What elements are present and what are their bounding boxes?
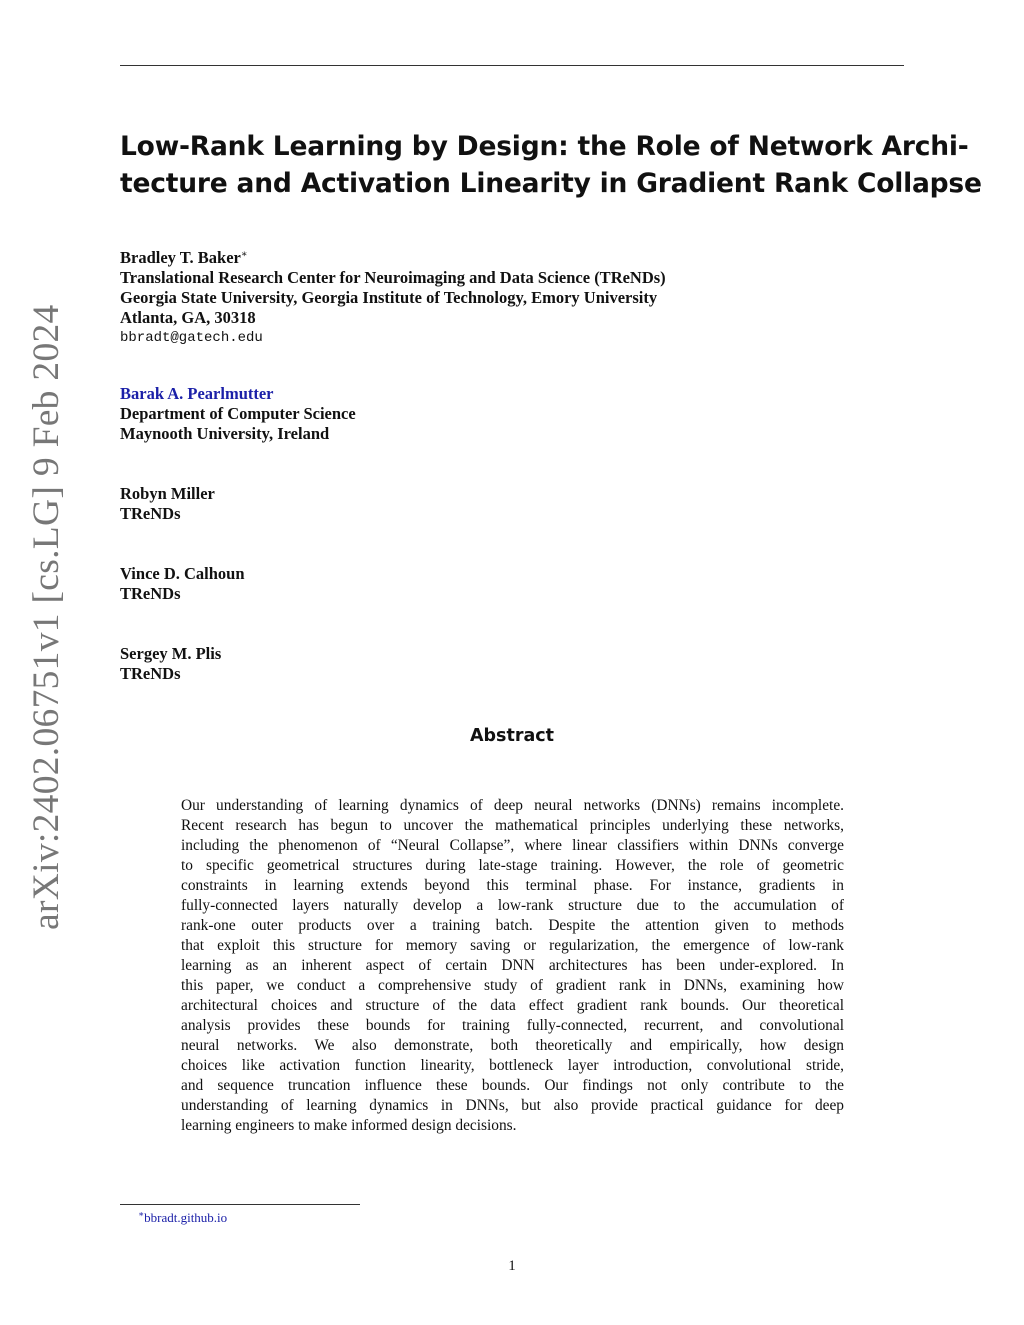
affiliation-line: TReNDs [120, 584, 181, 603]
affiliation-line: TReNDs [120, 664, 181, 683]
footnote-rule [120, 1204, 360, 1205]
author-calhoun [120, 564, 245, 604]
abstract-body [181, 796, 844, 1136]
abstract-line: analysis provides these bounds for training fully-connected, recurrent, and convolutional [181, 1017, 844, 1034]
author-email[interactable]: bbradt@gatech.edu [120, 330, 263, 346]
affiliation-line: Atlanta, GA, 30318 [120, 308, 256, 327]
page-number: 1 [508, 1258, 516, 1274]
author-baker [120, 245, 666, 348]
abstract-line: including the phenomenon of “Neural Collapse”, where linear classifiers within DNNs converge [181, 837, 844, 854]
footnote-link[interactable]: bbradt.github.io [144, 1210, 228, 1225]
abstract-line: fully-connected layers naturally develop a low-rank structure due to the accumulation of [181, 897, 844, 914]
abstract-line: this paper, we conduct a comprehensive study of gradient rank in DNNs, examining how [181, 977, 844, 994]
abstract-line: rank-one outer products over a training batch. Despite the attention given to methods [181, 917, 844, 934]
arxiv-identifier-stamp[interactable]: arXiv:2402.06751v1 [cs.LG] 9 Feb 2024 [26, 304, 67, 930]
abstract-line: learning engineers to make informed design decisions. [181, 1117, 517, 1134]
abstract-line: learning as an inherent aspect of certain DNN architectures has been under-explored. In [181, 957, 844, 974]
author-name: Robyn Miller [120, 484, 215, 503]
affiliation-line: Translational Research Center for Neuroimaging and Data Science (TReNDs) [120, 268, 666, 287]
abstract-line: Our understanding of learning dynamics of deep neural networks (DNNs) remains incomplete. [181, 797, 844, 814]
footnote-marker[interactable]: ∗ [240, 249, 248, 260]
author-name: Bradley T. Baker∗ [120, 248, 248, 267]
affiliation-line: TReNDs [120, 504, 181, 523]
abstract-line: that exploit this structure for memory saving or regularization, the emergence of low-rank [181, 937, 844, 954]
abstract-line: architectural choices and structure of the data effect gradient rank bounds. Our theoretical [181, 997, 844, 1014]
abstract-line: Recent research has begun to uncover the mathematical principles underlying these networks, [181, 817, 844, 834]
abstract-line: to specific geometrical structures during late-stage training. However, the role of geometric [181, 857, 844, 874]
author-plis [120, 644, 221, 684]
affiliation-line: Department of Computer Science [120, 404, 356, 423]
abstract-heading: Abstract [469, 726, 555, 746]
title-line-1: Low-Rank Learning by Design: the Role of Network Archi- [120, 131, 969, 162]
author-pearlmutter [120, 384, 356, 444]
abstract-line: neural networks. We also demonstrate, both theoretically and empirically, how design [181, 1037, 844, 1054]
author-name: Vince D. Calhoun [120, 564, 245, 583]
footnote-marker: ∗ [138, 1209, 145, 1219]
author-name-link[interactable]: Barak A. Pearlmutter [120, 384, 274, 403]
footnote [138, 1209, 227, 1226]
abstract-line: choices like activation function linearity, bottleneck layer introduction, convolutional stride, [181, 1057, 844, 1074]
top-rule [120, 65, 904, 66]
title-line-2: tecture and Activation Linearity in Gradient Rank Collapse [120, 168, 982, 199]
abstract-line: and sequence truncation influence these bounds. Our findings not only contribute to the [181, 1077, 844, 1094]
affiliation-line: Georgia State University, Georgia Institute of Technology, Emory University [120, 288, 658, 307]
affiliation-line: Maynooth University, Ireland [120, 424, 330, 443]
author-miller [120, 484, 215, 524]
paper-title [120, 128, 982, 202]
abstract-line: constraints in learning extends beyond this terminal phase. For instance, gradients in [181, 877, 844, 894]
author-name: Sergey M. Plis [120, 644, 222, 663]
abstract-line: understanding of learning dynamics in DNNs, but also provide practical guidance for deep [181, 1097, 844, 1114]
